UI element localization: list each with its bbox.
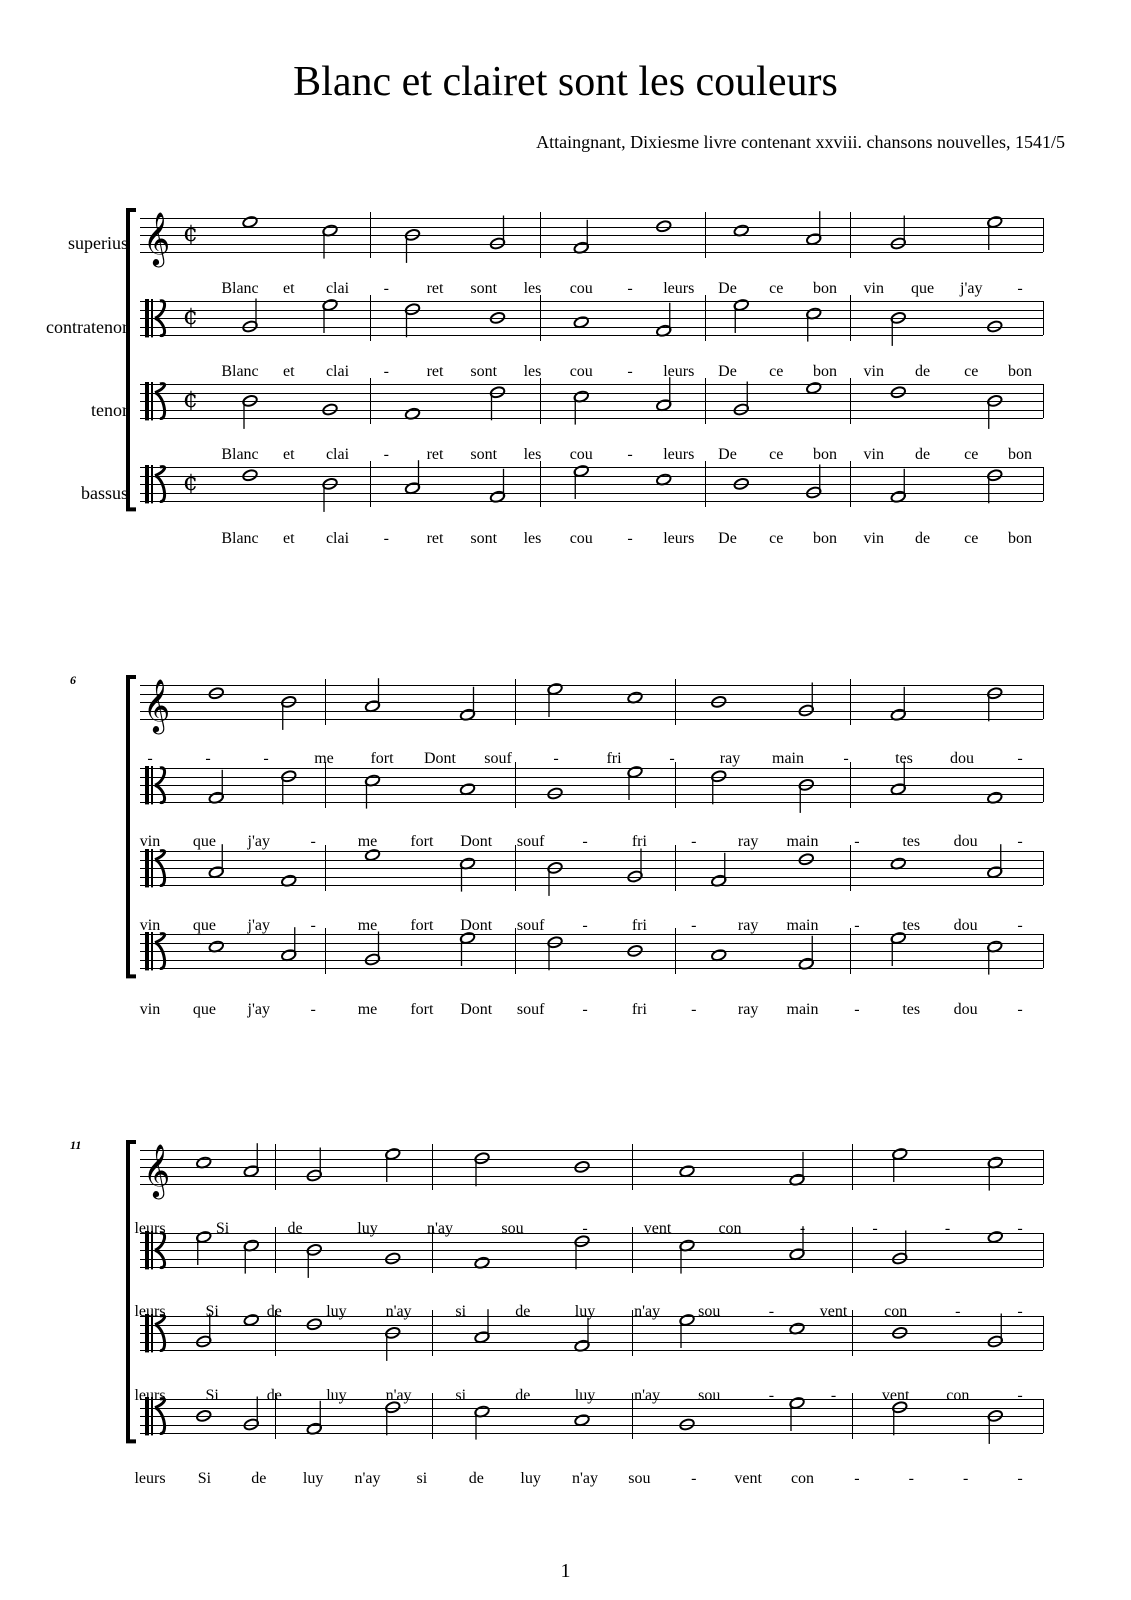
lyric-syllable: tes	[902, 833, 921, 850]
lyric-syllable: et	[282, 446, 295, 463]
lyric-syllable: n'ay	[427, 1220, 453, 1237]
lyric-syllable: -	[691, 917, 697, 934]
lyric-syllable: Dont	[424, 750, 456, 767]
lyric-syllable: leurs	[134, 1470, 166, 1487]
lyric-syllable: de	[914, 446, 931, 463]
lyric-syllable: luy	[326, 1303, 347, 1320]
lyric-syllable: bon	[813, 363, 837, 380]
lyric-syllable: Dont	[460, 917, 493, 934]
lyric-syllable: souf	[516, 917, 545, 934]
lyric-syllable: -	[1017, 1470, 1023, 1487]
measure-number-11: 11	[70, 1138, 82, 1152]
source-attribution: Attaingnant, Dixiesme livre contenant xxviii. chansons nouvelles, 1541/5	[536, 132, 1065, 152]
lyric-syllable: cou	[569, 363, 593, 380]
lyric-syllable: souf	[516, 1001, 545, 1018]
lyric-syllable: que	[192, 1001, 216, 1018]
lyric-syllable: -	[830, 1387, 837, 1404]
voice-label-bassus: bassus	[80, 483, 128, 503]
lyric-syllable: les	[523, 280, 542, 297]
lyric-syllable: ce	[769, 446, 784, 463]
lyric-syllable: -	[263, 750, 269, 767]
lyric-syllable: ce	[964, 363, 979, 380]
lyric-syllable: j'ay	[247, 1001, 270, 1018]
lyric-syllable: me	[314, 750, 334, 767]
lyric-syllable: -	[691, 1001, 697, 1018]
lyric-syllable: vin	[863, 446, 884, 463]
lyric-syllable: Dont	[460, 1001, 493, 1018]
lyric-syllable: -	[627, 363, 633, 380]
lyric-syllable: j'ay	[247, 917, 270, 934]
note-head	[574, 1160, 590, 1173]
lyric-syllable: -	[843, 750, 849, 767]
lyric-syllable: -	[310, 1001, 316, 1018]
lyric-syllable: sont	[470, 280, 498, 297]
lyric-syllable: dou	[950, 750, 974, 767]
lyric-syllable: sont	[470, 446, 498, 463]
lyric-syllable: leurs	[134, 1387, 166, 1404]
lyric-syllable: vin	[139, 833, 161, 850]
lyric-syllable: fri	[631, 1001, 647, 1018]
note-head	[196, 1156, 212, 1169]
lyric-syllable: Si	[215, 1220, 230, 1237]
lyric-syllable: tes	[902, 1001, 921, 1018]
lyric-syllable: -	[1017, 1303, 1023, 1320]
lyric-syllable: tes	[895, 750, 913, 767]
lyric-syllable: con	[790, 1470, 815, 1487]
lyric-syllable: cou	[569, 280, 593, 297]
lyric-syllable: Si	[197, 1470, 212, 1487]
lyric-syllable: con	[884, 1303, 908, 1320]
lyric-syllable: -	[383, 446, 389, 463]
lyric-syllable: vin	[139, 917, 161, 934]
lyric-syllable: clai	[325, 280, 350, 297]
lyric-syllable: luy	[520, 1470, 541, 1487]
lyric-syllable: -	[854, 1001, 860, 1018]
lyric-syllable: que	[910, 280, 935, 297]
lyric-syllable: vin	[863, 280, 884, 297]
lyric-syllable: de	[266, 1387, 282, 1404]
lyric-syllable: leurs	[663, 446, 695, 463]
lyric-syllable: bon	[1008, 446, 1032, 463]
lyric-syllable: vin	[863, 363, 884, 380]
lyric-syllable: ray	[737, 1001, 759, 1018]
lyric-syllable: -	[310, 917, 316, 934]
lyric-syllable: -	[854, 1470, 860, 1487]
lyric-syllable: vent	[734, 1470, 762, 1487]
voice-label-tenor: tenor	[91, 400, 128, 420]
lyric-syllable: bon	[813, 530, 837, 547]
lyric-syllable: De	[718, 363, 737, 380]
lyric-syllable: luy	[574, 1387, 596, 1404]
lyric-syllable: dou	[953, 1001, 978, 1018]
lyric-syllable: -	[147, 750, 153, 767]
lyric-syllable: luy	[326, 1387, 347, 1404]
lyric-syllable: me	[357, 833, 378, 850]
lyric-syllable: leurs	[663, 530, 695, 547]
treble-clef-icon: 𝄞	[143, 678, 171, 732]
lyric-syllable: j'ay	[960, 280, 983, 297]
lyric-syllable: vin	[139, 1001, 161, 1018]
lyric-syllable: Si	[205, 1387, 219, 1404]
cut-time-icon: ¢	[183, 385, 199, 413]
lyric-syllable: clai	[325, 363, 350, 380]
lyric-syllable: Si	[205, 1303, 219, 1320]
lyric-syllable: -	[627, 280, 633, 297]
note-head	[892, 1326, 908, 1339]
lyric-syllable: -	[383, 363, 389, 380]
lyric-syllable: de	[914, 363, 931, 380]
lyric-syllable: de	[287, 1220, 303, 1237]
lyric-syllable: leurs	[663, 363, 695, 380]
lyric-syllable: -	[872, 1220, 878, 1237]
lyric-syllable: -	[553, 750, 559, 767]
note-head	[474, 1256, 490, 1269]
lyric-syllable: main	[772, 750, 804, 767]
lyric-syllable: Blanc	[221, 363, 259, 380]
lyric-syllable: ray	[737, 833, 759, 850]
lyric-syllable: de	[251, 1470, 267, 1487]
lyric-syllable: si	[455, 1387, 467, 1404]
piece-title: Blanc et clairet sont les couleurs	[293, 59, 838, 105]
page-number: 1	[560, 1560, 571, 1582]
lyric-syllable: Dont	[460, 833, 493, 850]
lyric-syllable: ray	[719, 750, 741, 767]
lyric-syllable: -	[768, 1387, 775, 1404]
lyric-syllable: main	[786, 833, 819, 850]
lyric-syllable: de	[515, 1303, 531, 1320]
lyric-syllable: sou	[698, 1387, 721, 1404]
lyric-syllable: fort	[410, 833, 434, 850]
lyric-syllable: fri	[631, 917, 647, 934]
note-head	[679, 1418, 695, 1431]
note-head	[385, 1252, 401, 1265]
lyric-syllable: ce	[769, 363, 784, 380]
lyric-syllable: -	[582, 917, 588, 934]
lyric-syllable: -	[908, 1470, 914, 1487]
lyric-syllable: n'ay	[572, 1470, 598, 1487]
lyric-syllable: -	[1017, 833, 1023, 850]
lyric-syllable: bon	[1008, 363, 1032, 380]
lyric-syllable: -	[1017, 280, 1023, 297]
lyric-syllable: con	[946, 1387, 970, 1404]
note-head	[679, 1165, 695, 1178]
lyric-syllable: -	[205, 750, 211, 767]
lyric-syllable: cou	[569, 446, 593, 463]
lyric-syllable: -	[1017, 917, 1023, 934]
lyric-syllable: sou	[501, 1220, 524, 1237]
lyric-syllable: -	[383, 530, 389, 547]
lyric-syllable: -	[768, 1303, 775, 1320]
lyric-syllable: bon	[1008, 530, 1032, 547]
lyric-syllable: et	[282, 363, 295, 380]
lyric-syllable: leurs	[663, 280, 695, 297]
lyric-syllable: -	[627, 530, 633, 547]
lyric-syllable: et	[282, 280, 295, 297]
cut-time-icon: ¢	[183, 302, 199, 330]
lyric-syllable: tes	[902, 917, 921, 934]
lyric-syllable: bon	[813, 446, 837, 463]
lyric-syllable: main	[786, 1001, 819, 1018]
lyric-syllable: -	[799, 1220, 806, 1237]
lyric-syllable: -	[962, 1470, 969, 1487]
lyric-syllable: que	[192, 833, 216, 850]
note-head	[789, 1322, 805, 1335]
lyric-syllable: vent	[643, 1220, 672, 1237]
lyric-syllable: -	[1017, 1001, 1023, 1018]
measure-number-6: 6	[70, 673, 76, 687]
lyric-syllable: si	[455, 1303, 467, 1320]
cut-time-icon: ¢	[183, 219, 199, 247]
lyric-syllable: fort	[410, 1001, 434, 1018]
lyric-syllable: dou	[953, 917, 978, 934]
lyric-syllable: con	[718, 1220, 742, 1237]
lyric-syllable: clai	[325, 530, 350, 547]
lyric-syllable: les	[523, 446, 542, 463]
lyric-syllable: ret	[426, 446, 444, 463]
lyric-syllable: main	[786, 917, 819, 934]
lyric-syllable: -	[1017, 1387, 1023, 1404]
note-head	[574, 1414, 590, 1427]
lyric-syllable: fort	[410, 917, 434, 934]
lyric-syllable: De	[718, 280, 737, 297]
lyric-syllable: et	[282, 530, 295, 547]
treble-clef-icon: 𝄞	[143, 1143, 171, 1197]
lyric-syllable: les	[523, 530, 542, 547]
treble-clef-icon: 𝄞	[143, 211, 171, 265]
lyric-syllable: luy	[574, 1303, 596, 1320]
lyric-syllable: -	[691, 833, 697, 850]
lyric-syllable: fri	[631, 833, 647, 850]
lyric-syllable: me	[357, 1001, 378, 1018]
note-head	[306, 1318, 322, 1331]
lyric-syllable: si	[416, 1470, 428, 1487]
lyric-syllable: -	[1017, 1220, 1023, 1237]
lyric-syllable: de	[468, 1470, 484, 1487]
lyric-syllable: ray	[737, 917, 759, 934]
lyric-syllable: ce	[964, 446, 979, 463]
lyric-syllable: n'ay	[634, 1387, 661, 1404]
lyric-syllable: -	[582, 833, 588, 850]
lyric-syllable: cou	[569, 530, 593, 547]
lyric-syllable: n'ay	[385, 1387, 412, 1404]
lyric-syllable: De	[718, 446, 737, 463]
lyric-syllable: bon	[813, 280, 837, 297]
voice-label-contratenor: contratenor	[46, 317, 128, 337]
lyric-syllable: -	[1017, 750, 1023, 767]
lyric-syllable: sou	[698, 1303, 721, 1320]
lyric-syllable: -	[627, 446, 633, 463]
lyric-syllable: de	[266, 1303, 282, 1320]
lyric-syllable: vent	[819, 1303, 848, 1320]
lyric-syllable: ret	[426, 280, 444, 297]
lyric-syllable: j'ay	[247, 833, 270, 850]
lyric-syllable: Blanc	[221, 530, 259, 547]
lyric-syllable: ce	[769, 280, 784, 297]
lyric-syllable: que	[192, 917, 216, 934]
lyric-syllable: clai	[325, 446, 350, 463]
lyric-syllable: Blanc	[221, 280, 259, 297]
lyric-syllable: n'ay	[354, 1470, 381, 1487]
lyric-syllable: -	[582, 1001, 588, 1018]
lyric-syllable: ce	[769, 530, 784, 547]
lyric-syllable: ret	[426, 363, 444, 380]
lyric-syllable: leurs	[134, 1303, 166, 1320]
note-head	[987, 1230, 1003, 1243]
lyric-syllable: luy	[302, 1470, 324, 1487]
lyric-syllable: sont	[470, 530, 498, 547]
lyric-syllable: -	[669, 750, 675, 767]
lyric-syllable: luy	[357, 1220, 378, 1237]
lyric-syllable: ce	[964, 530, 979, 547]
lyric-syllable: souf	[516, 833, 545, 850]
lyric-syllable: les	[523, 363, 542, 380]
lyric-syllable: -	[955, 1303, 961, 1320]
cut-time-icon: ¢	[183, 468, 199, 496]
note-head	[196, 1409, 212, 1422]
lyric-syllable: souf	[484, 750, 512, 767]
lyric-syllable: vent	[881, 1387, 910, 1404]
lyric-syllable: -	[854, 917, 860, 934]
lyric-syllable: -	[383, 280, 389, 297]
lyric-syllable: fort	[370, 750, 394, 767]
lyric-syllable: dou	[953, 833, 978, 850]
lyric-syllable: De	[718, 530, 737, 547]
lyric-syllable: -	[310, 833, 316, 850]
note-head	[243, 1313, 259, 1326]
lyric-syllable: sont	[470, 363, 498, 380]
lyric-syllable: -	[854, 833, 860, 850]
lyric-syllable: n'ay	[634, 1303, 661, 1320]
lyric-syllable: n'ay	[385, 1303, 412, 1320]
lyric-syllable: vin	[863, 530, 884, 547]
lyric-syllable: -	[944, 1220, 951, 1237]
lyric-syllable: -	[691, 1470, 697, 1487]
lyric-syllable: leurs	[134, 1220, 166, 1237]
lyric-syllable: me	[357, 917, 378, 934]
lyric-syllable: -	[582, 1220, 588, 1237]
lyric-syllable: de	[914, 530, 931, 547]
lyric-syllable: Blanc	[221, 446, 259, 463]
lyric-syllable: de	[515, 1387, 531, 1404]
lyric-syllable: ret	[426, 530, 444, 547]
voice-label-superius: superius	[68, 233, 128, 253]
lyric-syllable: sou	[628, 1470, 651, 1487]
lyric-syllable: fri	[606, 750, 622, 767]
